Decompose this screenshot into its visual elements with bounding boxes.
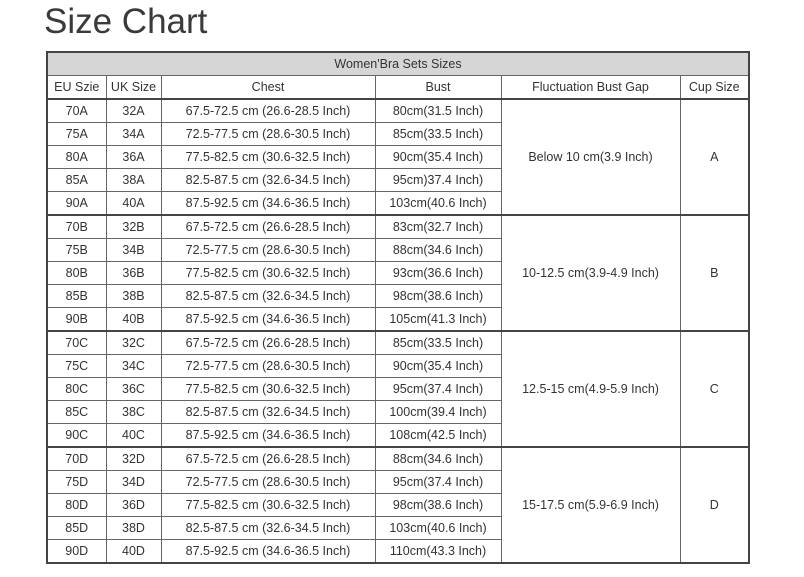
cell-bust: 80cm(31.5 Inch) (375, 99, 501, 123)
cell-eu-size: 85C (47, 401, 106, 424)
table-row (47, 215, 749, 239)
cell-bust: 83cm(32.7 Inch) (375, 215, 501, 239)
cell-bust: 100cm(39.4 Inch) (375, 401, 501, 424)
cell-eu-size: 70C (47, 331, 106, 355)
cell-eu-size: 85B (47, 285, 106, 308)
cell-uk-size: 36A (106, 146, 161, 169)
cell-uk-size: 38A (106, 169, 161, 192)
cell-chest: 77.5-82.5 cm (30.6-32.5 Inch) (161, 146, 375, 169)
cell-eu-size: 80A (47, 146, 106, 169)
cell-bust: 95cm(37.4 Inch) (375, 471, 501, 494)
cell-chest: 87.5-92.5 cm (34.6-36.5 Inch) (161, 424, 375, 448)
table-row (47, 99, 749, 123)
cell-uk-size: 34B (106, 239, 161, 262)
table-body (47, 99, 749, 563)
cell-chest: 72.5-77.5 cm (28.6-30.5 Inch) (161, 239, 375, 262)
cell-eu-size: 75D (47, 471, 106, 494)
cell-uk-size: 32A (106, 99, 161, 123)
cell-chest: 77.5-82.5 cm (30.6-32.5 Inch) (161, 262, 375, 285)
cell-uk-size: 34A (106, 123, 161, 146)
cell-eu-size: 80B (47, 262, 106, 285)
cell-eu-size: 85D (47, 517, 106, 540)
header-chest: Chest (161, 76, 375, 100)
size-chart-table (46, 51, 750, 564)
cell-uk-size: 40A (106, 192, 161, 216)
cell-uk-size: 36B (106, 262, 161, 285)
cell-eu-size: 70B (47, 215, 106, 239)
cell-uk-size: 40D (106, 540, 161, 564)
header-bust: Bust (375, 76, 501, 100)
cell-bust: 90cm(35.4 Inch) (375, 146, 501, 169)
cell-bust: 95cm(37.4 Inch) (375, 378, 501, 401)
cell-chest: 87.5-92.5 cm (34.6-36.5 Inch) (161, 192, 375, 216)
cell-uk-size: 32B (106, 215, 161, 239)
table-row (47, 447, 749, 471)
cell-eu-size: 75A (47, 123, 106, 146)
cell-uk-size: 32D (106, 447, 161, 471)
cell-chest: 72.5-77.5 cm (28.6-30.5 Inch) (161, 123, 375, 146)
cell-fluctuation-bust-gap: Below 10 cm(3.9 Inch) (501, 99, 680, 215)
cell-chest: 87.5-92.5 cm (34.6-36.5 Inch) (161, 540, 375, 564)
cell-chest: 67.5-72.5 cm (26.6-28.5 Inch) (161, 99, 375, 123)
cell-bust: 105cm(41.3 Inch) (375, 308, 501, 332)
header-fluctuation-bust-gap: Fluctuation Bust Gap (501, 76, 680, 100)
cell-bust: 110cm(43.3 Inch) (375, 540, 501, 564)
cell-chest: 77.5-82.5 cm (30.6-32.5 Inch) (161, 494, 375, 517)
cell-chest: 67.5-72.5 cm (26.6-28.5 Inch) (161, 215, 375, 239)
cell-chest: 87.5-92.5 cm (34.6-36.5 Inch) (161, 308, 375, 332)
page-title: Size Chart (44, 2, 208, 41)
cell-chest: 82.5-87.5 cm (32.6-34.5 Inch) (161, 285, 375, 308)
cell-chest: 67.5-72.5 cm (26.6-28.5 Inch) (161, 447, 375, 471)
cell-bust: 95cm)37.4 Inch) (375, 169, 501, 192)
cell-eu-size: 70A (47, 99, 106, 123)
cell-bust: 85cm(33.5 Inch) (375, 331, 501, 355)
cell-eu-size: 90D (47, 540, 106, 564)
cell-eu-size: 90C (47, 424, 106, 448)
cell-fluctuation-bust-gap: 12.5-15 cm(4.9-5.9 Inch) (501, 331, 680, 447)
table-caption: Women'Bra Sets Sizes (47, 52, 749, 76)
header-uk-size: UK Size (106, 76, 161, 100)
cell-chest: 82.5-87.5 cm (32.6-34.5 Inch) (161, 401, 375, 424)
cell-chest: 82.5-87.5 cm (32.6-34.5 Inch) (161, 517, 375, 540)
cell-bust: 88cm(34.6 Inch) (375, 239, 501, 262)
cell-bust: 103cm(40.6 Inch) (375, 517, 501, 540)
cell-chest: 72.5-77.5 cm (28.6-30.5 Inch) (161, 355, 375, 378)
cell-uk-size: 32C (106, 331, 161, 355)
table-caption-row (47, 52, 749, 76)
header-cup-size: Cup Size (680, 76, 749, 100)
cell-eu-size: 90B (47, 308, 106, 332)
cell-eu-size: 80C (47, 378, 106, 401)
cell-eu-size: 75B (47, 239, 106, 262)
cell-uk-size: 36C (106, 378, 161, 401)
header-eu-size: EU Szie (47, 76, 106, 100)
cell-cup-size: C (680, 331, 749, 447)
cell-uk-size: 38D (106, 517, 161, 540)
cell-eu-size: 75C (47, 355, 106, 378)
cell-eu-size: 90A (47, 192, 106, 216)
cell-cup-size: A (680, 99, 749, 215)
cell-bust: 93cm(36.6 Inch) (375, 262, 501, 285)
cell-eu-size: 70D (47, 447, 106, 471)
cell-fluctuation-bust-gap: 15-17.5 cm(5.9-6.9 Inch) (501, 447, 680, 563)
cell-uk-size: 36D (106, 494, 161, 517)
cell-fluctuation-bust-gap: 10-12.5 cm(3.9-4.9 Inch) (501, 215, 680, 331)
cell-uk-size: 34C (106, 355, 161, 378)
cell-chest: 72.5-77.5 cm (28.6-30.5 Inch) (161, 471, 375, 494)
table-row (47, 331, 749, 355)
cell-bust: 88cm(34.6 Inch) (375, 447, 501, 471)
cell-cup-size: D (680, 447, 749, 563)
cell-bust: 108cm(42.5 Inch) (375, 424, 501, 448)
cell-uk-size: 38C (106, 401, 161, 424)
cell-cup-size: B (680, 215, 749, 331)
cell-bust: 103cm(40.6 Inch) (375, 192, 501, 216)
cell-chest: 82.5-87.5 cm (32.6-34.5 Inch) (161, 169, 375, 192)
cell-uk-size: 40C (106, 424, 161, 448)
cell-uk-size: 34D (106, 471, 161, 494)
cell-eu-size: 85A (47, 169, 106, 192)
cell-uk-size: 38B (106, 285, 161, 308)
cell-bust: 98cm(38.6 Inch) (375, 494, 501, 517)
cell-chest: 77.5-82.5 cm (30.6-32.5 Inch) (161, 378, 375, 401)
cell-bust: 98cm(38.6 Inch) (375, 285, 501, 308)
cell-chest: 67.5-72.5 cm (26.6-28.5 Inch) (161, 331, 375, 355)
cell-bust: 85cm(33.5 Inch) (375, 123, 501, 146)
cell-uk-size: 40B (106, 308, 161, 332)
cell-bust: 90cm(35.4 Inch) (375, 355, 501, 378)
table-header-row (47, 76, 749, 100)
cell-eu-size: 80D (47, 494, 106, 517)
